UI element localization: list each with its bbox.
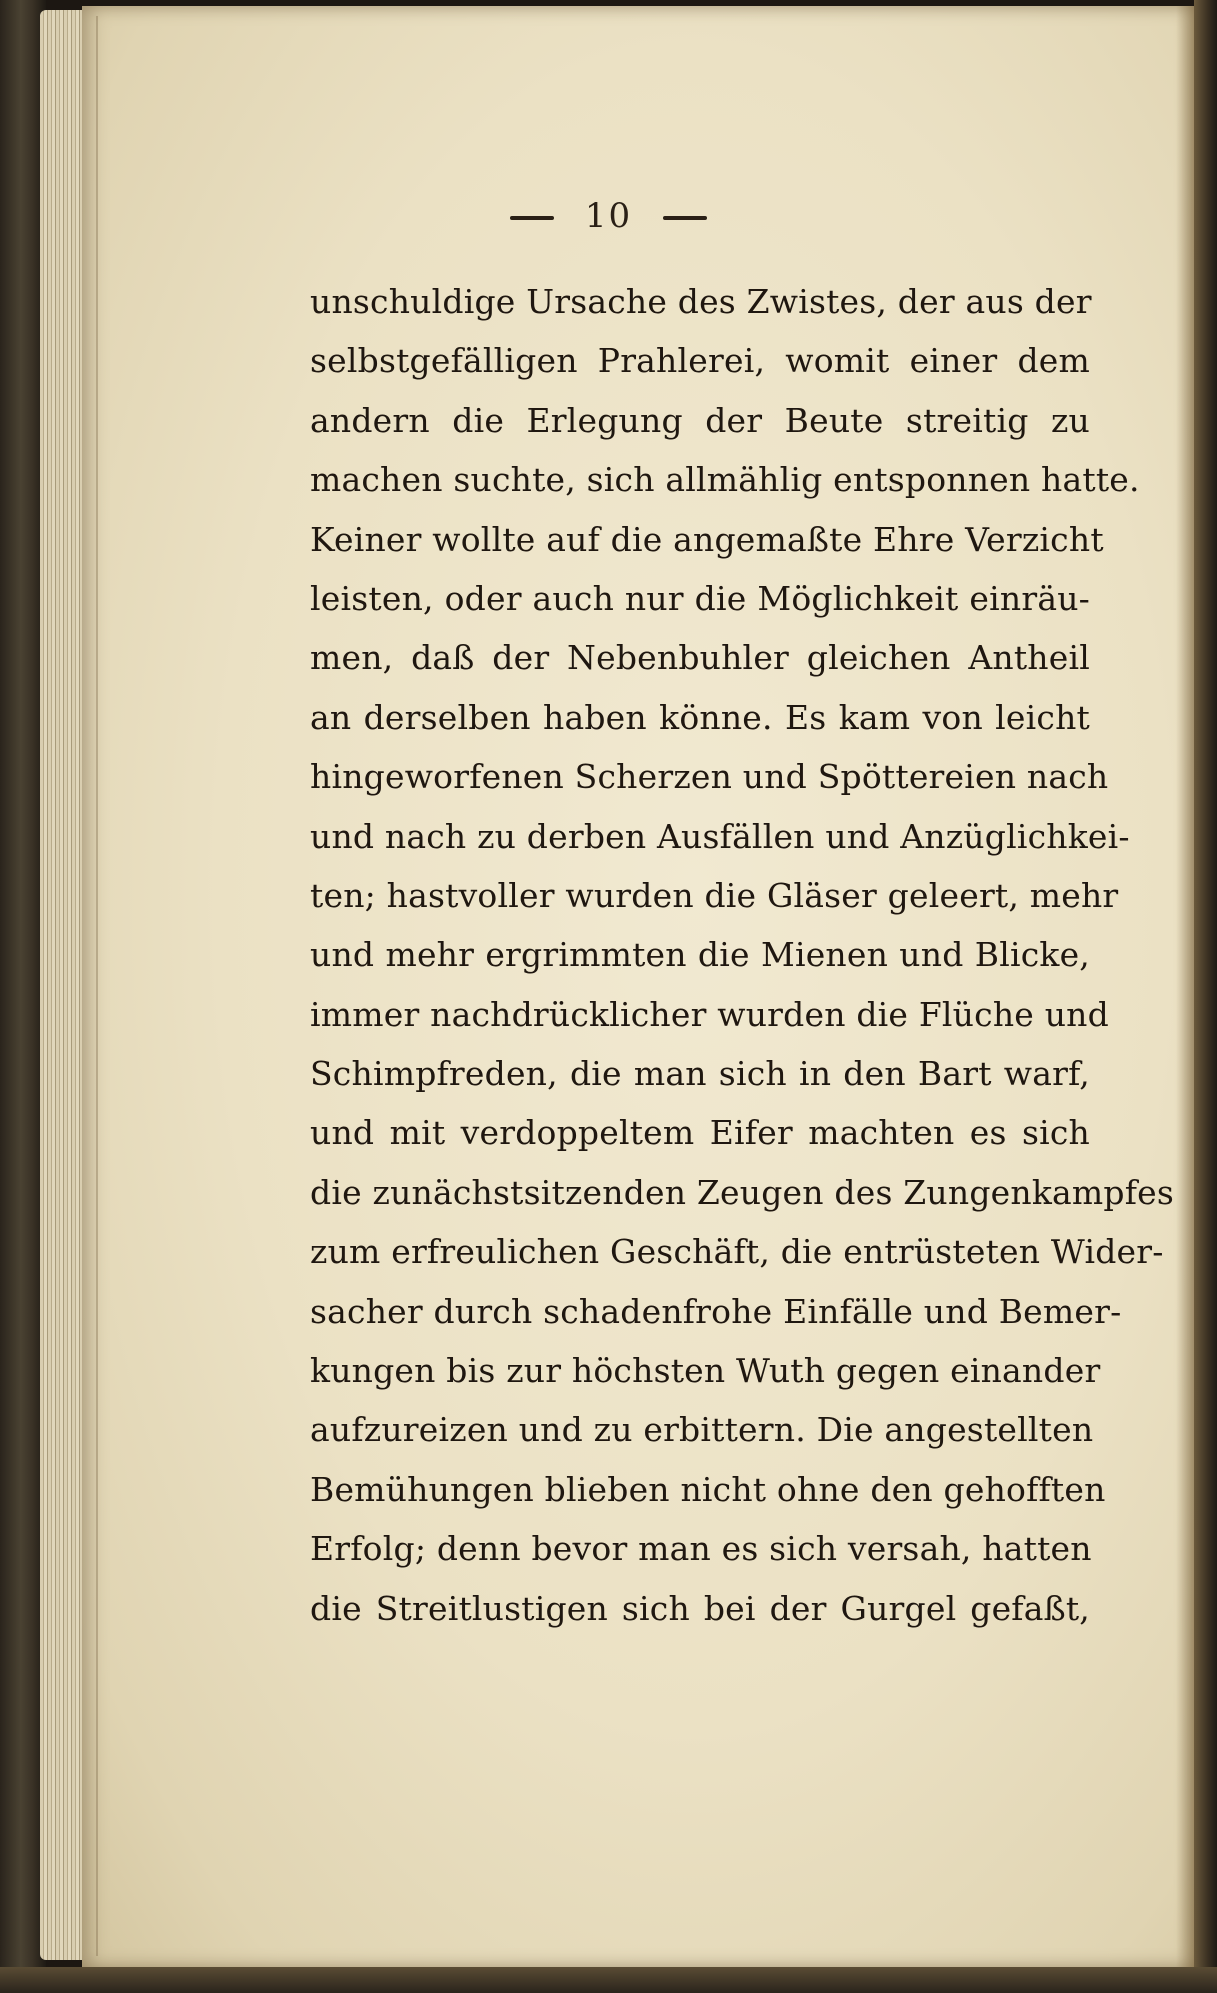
text-line: und mit verdoppeltem Eifer machten es sich xyxy=(310,1113,1090,1153)
text-line: die Streitlustigen sich bei der Gurgel gefaßt, xyxy=(310,1588,1090,1628)
page-bottom-edge xyxy=(0,1967,1217,1993)
body-text xyxy=(310,272,1175,1638)
text-line: Erfolg; denn bevor man es sich versah, hatten xyxy=(310,1529,1092,1569)
text-line: und nach zu derben Ausfällen und Anzüglichkei- xyxy=(310,816,1130,856)
text-line: machen suchte, sich allmählig entsponnen hatte. xyxy=(310,460,1140,500)
text-line: unschuldige Ursache des Zwistes, der aus der xyxy=(310,282,1092,321)
text-line: leisten, oder auch nur die Möglichkeit einräu- xyxy=(310,578,1090,618)
text-line: men, daß der Nebenbuhler gleichen Antheil xyxy=(310,638,1090,678)
header-rule-left xyxy=(510,216,554,220)
text-line: Keiner wollte auf die angemaßte Ehre Verzicht xyxy=(310,519,1104,559)
text-line: ten; hastvoller wurden die Gläser geleert, mehr xyxy=(310,875,1119,915)
header-rule-right xyxy=(663,216,707,220)
text-line: Schimpfreden, die man sich in den Bart warf, xyxy=(310,1054,1090,1094)
text-line: sacher durch schadenfrohe Einfälle und Bemer- xyxy=(310,1291,1122,1331)
text-line: zum erfreulichen Geschäft, die entrüsteten Wider- xyxy=(310,1232,1164,1272)
text-line: hingeworfenen Scherzen und Spöttereien nach xyxy=(310,757,1109,797)
text-line: und mehr ergrimmten die Mienen und Blicke, xyxy=(310,935,1090,975)
page-header xyxy=(0,196,1217,236)
text-line: andern die Erlegung der Beute streitig zu xyxy=(310,400,1090,440)
page-right-edge xyxy=(1194,0,1217,1993)
page-number: 10 xyxy=(584,196,633,236)
text-line: immer nachdrücklicher wurden die Flüche und xyxy=(310,994,1109,1034)
text-line: selbstgefälligen Prahlerei, womit einer dem xyxy=(310,341,1090,381)
text-line: an derselben haben könne. Es kam von leicht xyxy=(310,697,1090,737)
text-line: aufzureizen und zu erbittern. Die angestellten xyxy=(310,1410,1094,1450)
gutter-shadow xyxy=(96,16,98,1956)
text-line: kungen bis zur höchsten Wuth gegen einander xyxy=(310,1351,1101,1391)
text-line: Bemühungen blieben nicht ohne den gehofften xyxy=(310,1469,1106,1509)
text-line: die zunächstsitzenden Zeugen des Zungenkampfes xyxy=(310,1172,1175,1212)
